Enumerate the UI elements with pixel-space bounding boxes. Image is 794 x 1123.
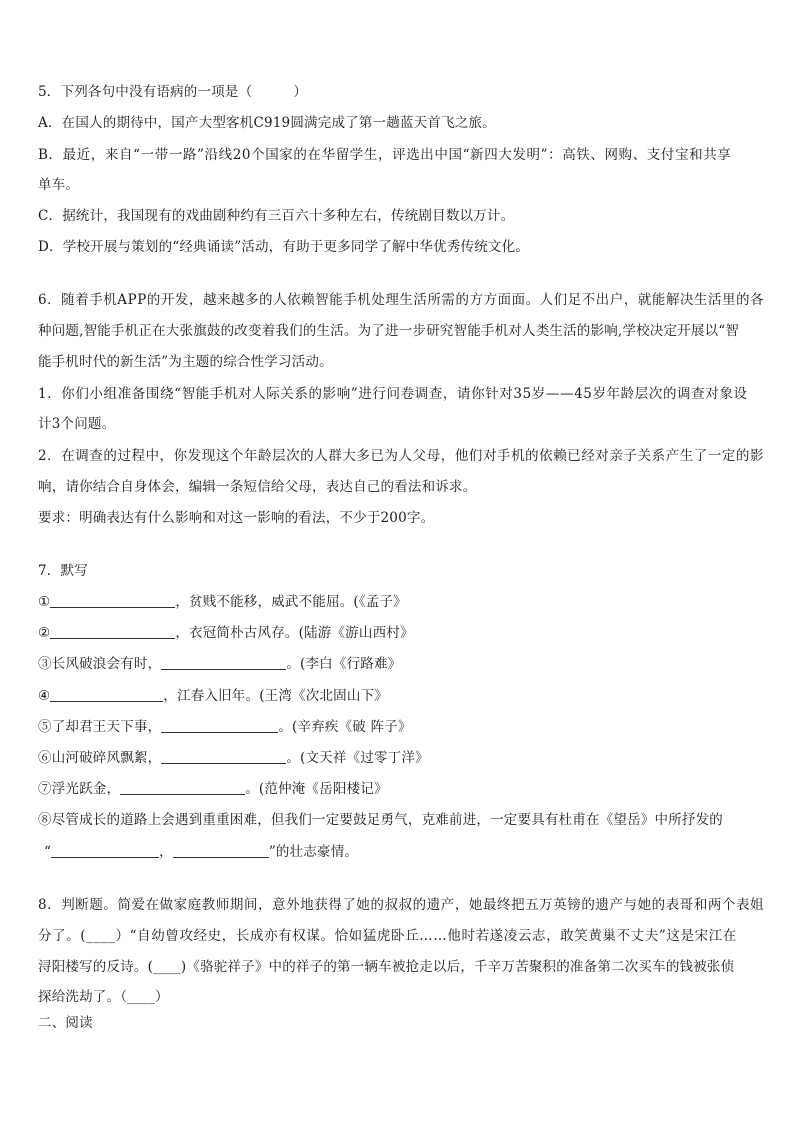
q7-item-4: [38, 686, 388, 706]
q7-item-4-suffix: ，江春入旧年。(王湾《次北固山下》: [163, 688, 388, 704]
fill-blank[interactable]: [50, 592, 175, 608]
q7-item-8-line2: [44, 842, 358, 862]
q5-option-c: C．据统计，我国现有的戏曲剧种约有三百六十多种左右，传统剧目数以万计。: [38, 208, 515, 224]
q5-option-d: D．学校开展与策划的“经典诵读”活动，有助于更多同学了解中华优秀传统文化。: [38, 239, 530, 255]
q7-item-2: [38, 623, 414, 643]
q5-option-b-line2: 单车。: [38, 177, 80, 193]
q7-item-5: [38, 717, 412, 737]
q5-option-b-line1: B．最近，来自“一带一路”沿线20个国家的在华留学生，评选出中国“新四大发明”：高铁、网购、支付宝和共享: [38, 147, 732, 163]
q6-paragraph-line3: 能手机时代的新生活”为主题的综合性学习活动。: [38, 354, 333, 370]
section-heading-reading: 二、阅读: [38, 1015, 93, 1031]
q8-line2: 分了。(____）“自幼曾攻经史，长成亦有权谋。恰如猛虎卧丘……他时若遂凌云志，敢笑黄巢不丈夫”这是宋江在: [38, 928, 737, 944]
q7-item-4-prefix: ④: [38, 688, 51, 704]
q6-sub1-line2: 计3个问题。: [38, 416, 116, 432]
q7-item-3-suffix: 。(李白《行路难》: [286, 656, 402, 672]
q7-item-8-suffix: ”的壮志豪情。: [268, 844, 359, 860]
comma: ，: [159, 844, 173, 860]
q7-item-7: [38, 779, 388, 799]
fill-blank[interactable]: [161, 717, 278, 733]
q7-item-6-suffix: 。(文天祥《过零丁洋》: [286, 750, 429, 766]
open-quote: “: [44, 844, 52, 860]
q8-line4: 探给洗劫了。（____）: [38, 989, 169, 1005]
q7-item-5-prefix: ⑤了却君王天下事，: [38, 719, 162, 735]
q7-item-2-prefix: ②: [38, 625, 51, 641]
q6-requirement: 要求：明确表达有什么影响和对这一影响的看法，不少于200字。: [38, 510, 435, 526]
q6-sub2-line2: 响，请你结合自身体会，编辑一条短信给父母，表达自己的看法和诉求。: [38, 479, 477, 495]
q6-paragraph-line2: 种问题,智能手机正在大张旗鼓的改变着我们的生活。为了进一步研究智能手机对人类生活的影响,学校决定开展以“智: [38, 323, 740, 339]
fill-blank[interactable]: [51, 842, 159, 858]
q6-sub2-line1: 2．在调查的过程中，你发现这个年龄层次的人群大多已为人父母，他们对手机的依赖已经对亲子关系产生了一定的影: [38, 448, 765, 464]
q7-title: 7．默写: [38, 563, 88, 579]
q7-item-6-prefix: ⑥山河破碎风飘絮，: [38, 750, 162, 766]
q7-item-2-suffix: ，衣冠简朴古风存。(陆游《游山西村》: [175, 625, 414, 641]
fill-blank[interactable]: [161, 748, 286, 764]
q6-paragraph-line1: 6．随着手机APP的开发，越来越多的人依赖智能手机处理生活所需的方方面面。人们足不出户，就能解决生活里的各: [38, 292, 765, 308]
q7-item-1-prefix: ①: [38, 594, 51, 610]
q7-item-7-prefix: ⑦浮光跃金，: [38, 781, 121, 797]
fill-blank[interactable]: [161, 654, 286, 670]
q5-stem: 5．下列各句中没有语病的一项是（ ）: [38, 84, 308, 100]
q7-item-5-suffix: 。(辛弃疾《破 阵子》: [278, 719, 412, 735]
q7-item-7-suffix: 。(范仲淹《岳阳楼记》: [245, 781, 388, 797]
q7-item-6: [38, 748, 429, 768]
q8-line1: 8．判断题。简爱在做家庭教师期间，意外地获得了她的叔叔的遗产，她最终把五万英镑的遗产与她的表哥和两个表姐: [38, 897, 765, 913]
q6-sub1-line1: 1．你们小组准备围绕“智能手机对人际关系的影响”进行问卷调查，请你针对35岁——45岁年龄层次的调查对象设: [38, 386, 748, 402]
q7-item-3: [38, 654, 401, 674]
q7-item-8-line1: ⑧尽管成长的道路上会遇到重重困难，但我们一定要鼓足勇气，克难前进，一定要具有杜甫在《望岳》中所抒发的: [38, 812, 723, 828]
fill-blank[interactable]: [50, 686, 163, 702]
q5-option-a: A．在国人的期待中，国产大型客机C919圆满完成了第一趟蓝天首飞之旅。: [38, 115, 496, 131]
q7-item-1: [38, 592, 407, 612]
fill-blank[interactable]: [50, 623, 175, 639]
fill-blank[interactable]: [173, 842, 269, 858]
fill-blank[interactable]: [120, 779, 245, 795]
q7-item-1-suffix: ，贫贱不能移，威武不能屈。(《孟子》: [175, 594, 407, 610]
q7-item-3-prefix: ③长风破浪会有时，: [38, 656, 162, 672]
q8-line3: 浔阳楼写的反诗。(____)《骆驼祥子》中的祥子的第一辆车被抢走以后，千辛万苦聚积的准备第二次买车的钱被张侦: [38, 959, 735, 975]
